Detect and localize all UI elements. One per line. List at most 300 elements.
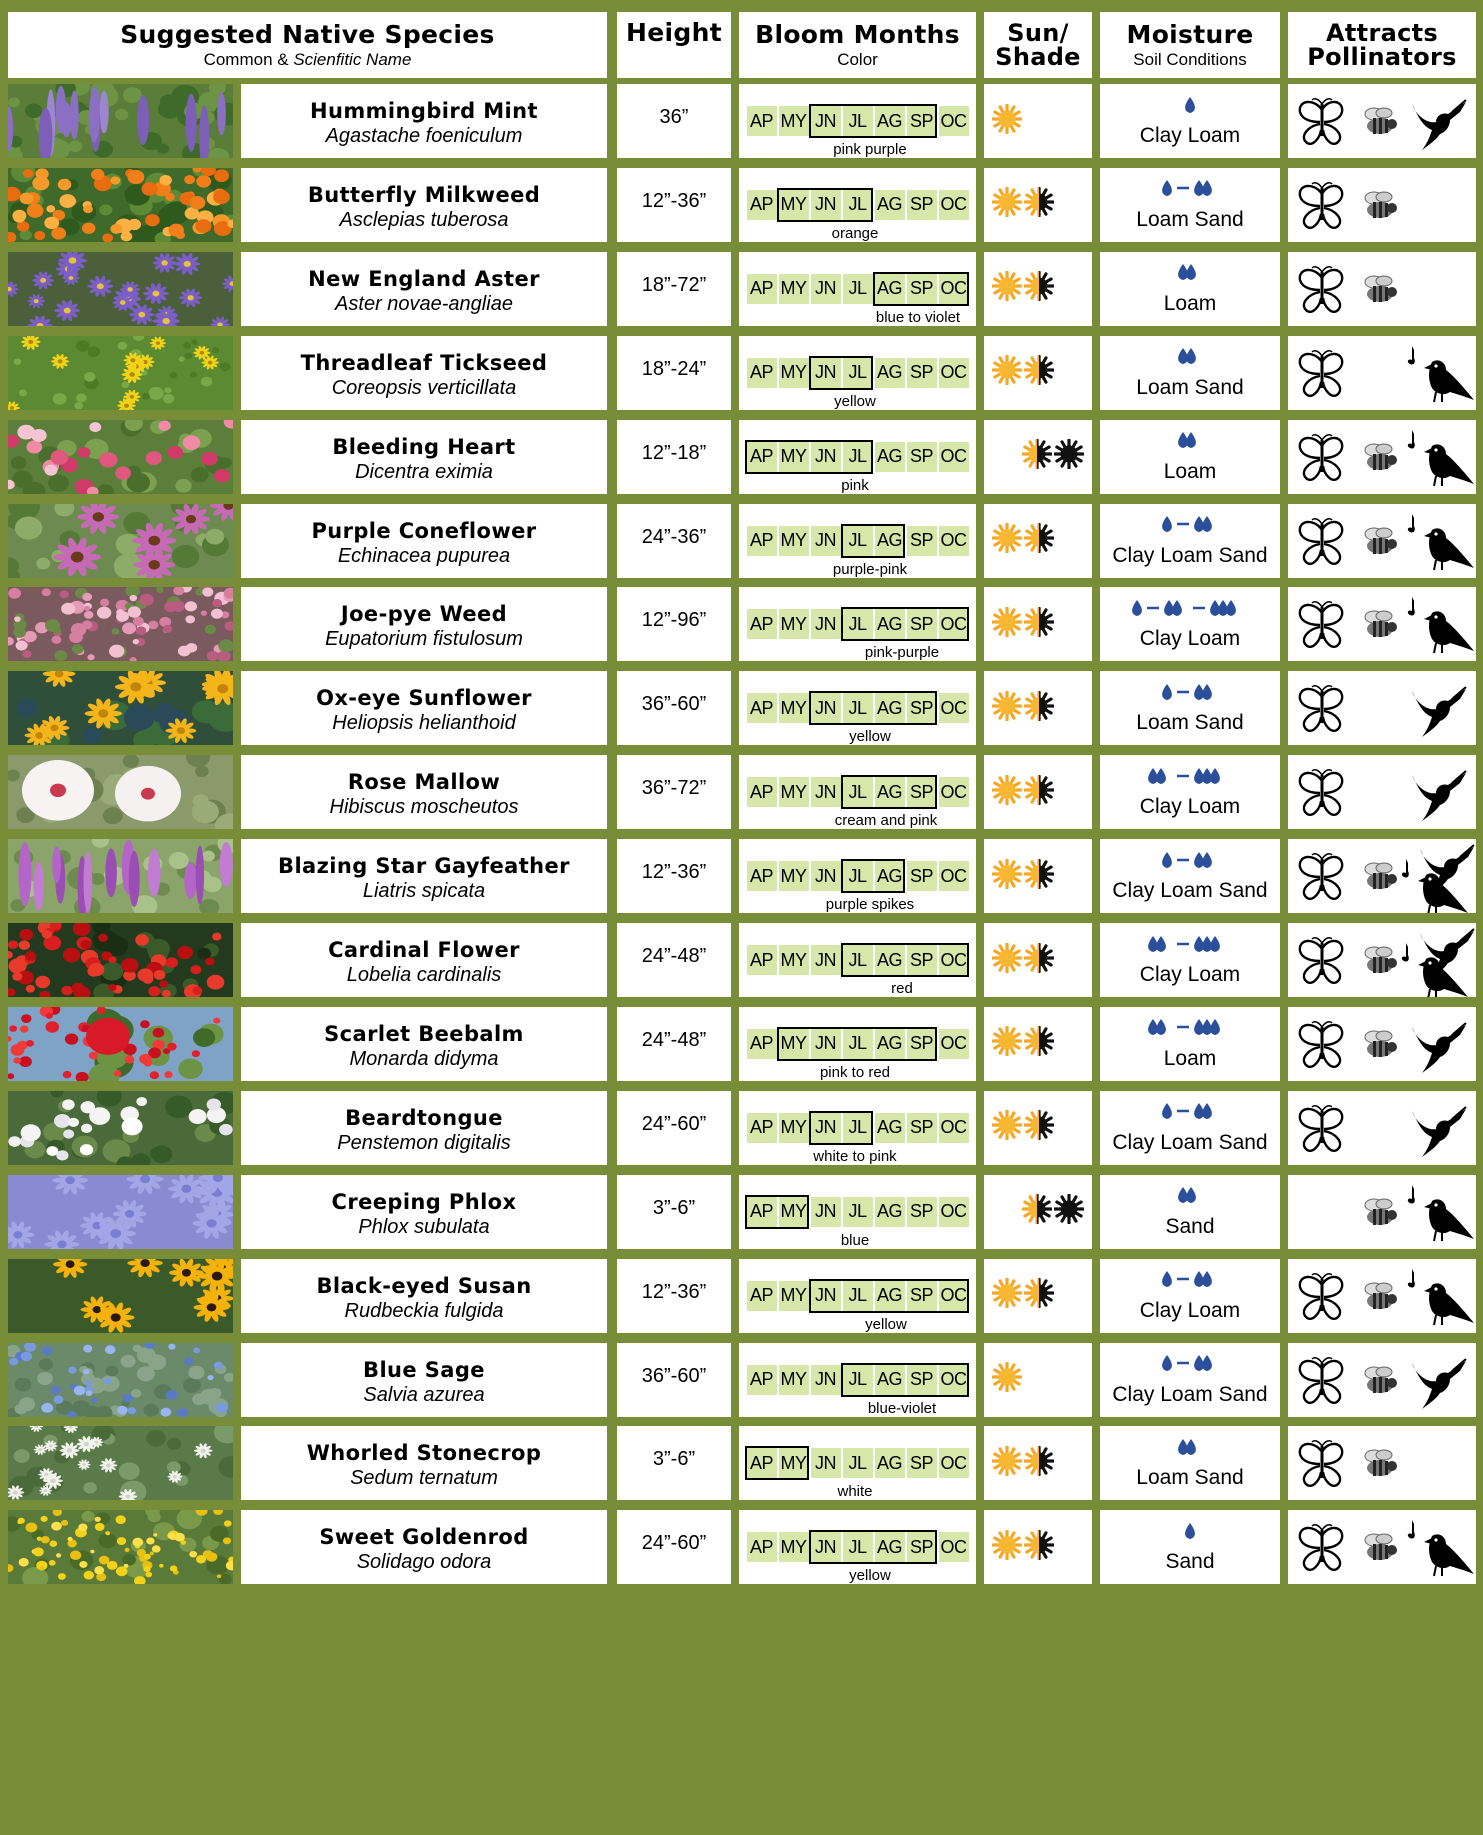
plant-height xyxy=(617,1175,731,1249)
moisture-soil xyxy=(1100,923,1280,997)
bloom-months xyxy=(739,1091,976,1165)
pollinators xyxy=(1288,252,1476,326)
plant-name-cell xyxy=(241,1510,607,1584)
month-jn: JN xyxy=(811,693,841,723)
water-drop-icon xyxy=(1159,1269,1221,1294)
month-oc: OC xyxy=(939,1448,969,1478)
month-strip xyxy=(747,1448,969,1478)
bloom-color: orange xyxy=(831,224,879,242)
month-jl: JL xyxy=(843,1197,873,1227)
butterfly-icon xyxy=(1294,599,1350,656)
butterfly-icon xyxy=(1294,683,1350,740)
month-oc: OC xyxy=(939,1532,969,1562)
sun-header xyxy=(984,12,1092,78)
bloom-color: red xyxy=(891,980,913,997)
bloom-months xyxy=(739,1007,976,1081)
bee-icon xyxy=(1360,104,1400,143)
plant-height xyxy=(617,168,731,242)
scientific-name: Phlox subulata xyxy=(358,1215,490,1238)
plant-photo-image xyxy=(8,420,233,494)
month-my: MY xyxy=(779,1448,809,1478)
hummingbird-icon xyxy=(1408,1101,1468,1164)
part-shade-icon xyxy=(1022,439,1052,474)
sun-shade xyxy=(984,168,1092,242)
month-jl: JL xyxy=(843,1448,873,1478)
month-ap: AP xyxy=(747,609,777,639)
pollinators xyxy=(1288,1343,1476,1417)
month-jl: JL xyxy=(843,1281,873,1311)
scientific-name: Liatris spicata xyxy=(362,880,486,903)
month-ap: AP xyxy=(747,1365,777,1395)
month-ag: AG xyxy=(875,1197,905,1227)
plant-photo xyxy=(8,252,233,326)
full-sun-icon xyxy=(992,775,1022,810)
butterfly-icon xyxy=(1294,264,1350,321)
bloom-months xyxy=(739,252,976,326)
soil-conditions: Clay Loam Sand xyxy=(1112,879,1268,903)
month-oc: OC xyxy=(939,526,969,556)
month-ag: AG xyxy=(875,274,905,304)
sun-shade xyxy=(984,839,1092,913)
month-sp: SP xyxy=(907,106,937,136)
month-ap: AP xyxy=(747,106,777,136)
month-ap: AP xyxy=(747,274,777,304)
bloom-months xyxy=(739,1175,976,1249)
month-oc: OC xyxy=(939,693,969,723)
common-name: Blue Sage xyxy=(363,1357,485,1382)
month-oc: OC xyxy=(939,274,969,304)
bloom-color: yellow xyxy=(849,728,891,746)
part-shade-icon xyxy=(1024,859,1054,894)
water-drop-icon xyxy=(1175,1437,1205,1462)
month-jl: JL xyxy=(843,777,873,807)
month-ap: AP xyxy=(747,442,777,472)
month-sp: SP xyxy=(907,1197,937,1227)
butterfly-icon xyxy=(1294,432,1350,489)
month-jl: JL xyxy=(843,442,873,472)
month-my: MY xyxy=(779,1029,809,1059)
water-drop-icon xyxy=(1159,514,1221,539)
sun-shade xyxy=(984,84,1092,158)
month-ag: AG xyxy=(875,609,905,639)
height-value: 36”-60” xyxy=(641,693,707,716)
hummingbird-icon xyxy=(1416,839,1476,902)
plant-height xyxy=(617,839,731,913)
pollinators xyxy=(1288,755,1476,829)
month-ag: AG xyxy=(875,106,905,136)
pollinators xyxy=(1288,504,1476,578)
plant-photo xyxy=(8,420,233,494)
month-my: MY xyxy=(779,861,809,891)
month-sp: SP xyxy=(907,1113,937,1143)
bee-icon xyxy=(1360,607,1400,646)
bloom-color: pink xyxy=(841,476,869,494)
scientific-name: Dicentra eximia xyxy=(355,460,493,483)
moisture-drops xyxy=(1145,933,1235,959)
height-value: 24”-36” xyxy=(641,525,707,548)
pollinators xyxy=(1288,1007,1476,1081)
month-sp: SP xyxy=(907,274,937,304)
bloom-months xyxy=(739,1426,976,1500)
plant-photo-image xyxy=(8,84,233,158)
sun-shade xyxy=(984,420,1092,494)
moisture-drops xyxy=(1175,430,1205,456)
scientific-name: Solidago odora xyxy=(356,1551,492,1574)
month-my: MY xyxy=(779,777,809,807)
plant-photo xyxy=(8,504,233,578)
scientific-name: Hibiscus moscheutos xyxy=(329,796,519,819)
plant-photo-image xyxy=(8,923,233,997)
bloom-color: white xyxy=(837,1483,873,1501)
bloom-color: white to pink xyxy=(813,1147,897,1165)
month-oc: OC xyxy=(939,1281,969,1311)
month-my: MY xyxy=(779,190,809,220)
plant-photo xyxy=(8,84,233,158)
plant-height xyxy=(617,1510,731,1584)
moisture-soil xyxy=(1100,587,1280,661)
bloom-header xyxy=(739,12,976,78)
part-shade-icon xyxy=(1024,1026,1054,1061)
part-shade-icon xyxy=(1024,523,1054,558)
month-my: MY xyxy=(779,358,809,388)
plant-photo xyxy=(8,1175,233,1249)
month-ag: AG xyxy=(875,777,905,807)
month-jl: JL xyxy=(843,1532,873,1562)
month-jl: JL xyxy=(843,1113,873,1143)
month-ag: AG xyxy=(875,1281,905,1311)
month-my: MY xyxy=(779,526,809,556)
songbird-icon xyxy=(1406,428,1476,494)
plant-height xyxy=(617,504,731,578)
bloom-color: pink-purple xyxy=(864,644,940,662)
height-value: 24”-48” xyxy=(641,1028,707,1051)
sun-shade xyxy=(984,923,1092,997)
moisture-drops xyxy=(1182,1520,1198,1546)
month-strip xyxy=(747,526,969,556)
month-jn: JN xyxy=(811,106,841,136)
soil-conditions: Loam Sand xyxy=(1136,375,1244,399)
scientific-name: Eupatorium fistulosum xyxy=(325,628,523,651)
songbird-icon xyxy=(1406,512,1476,578)
plant-name-cell xyxy=(241,336,607,410)
pollinators xyxy=(1288,168,1476,242)
height-value: 36” xyxy=(659,106,689,128)
month-my: MY xyxy=(779,1532,809,1562)
pollinators xyxy=(1288,336,1476,410)
moisture-soil xyxy=(1100,168,1280,242)
plant-photo xyxy=(8,1426,233,1500)
common-name: Ox-eye Sunflower xyxy=(316,686,532,711)
plant-photo xyxy=(8,1007,233,1081)
height-value: 24”-48” xyxy=(641,945,707,967)
month-sp: SP xyxy=(907,777,937,807)
month-my: MY xyxy=(779,274,809,304)
month-jn: JN xyxy=(811,1113,841,1143)
plant-photo xyxy=(8,1343,233,1417)
pollinators xyxy=(1288,1426,1476,1500)
common-name: Threadleaf Tickseed xyxy=(300,350,548,375)
sun-shade xyxy=(984,1007,1092,1081)
month-strip xyxy=(747,609,969,639)
water-drop-icon xyxy=(1145,934,1235,959)
sun-shade xyxy=(984,1343,1092,1417)
bloom-months xyxy=(739,839,976,913)
butterfly-icon xyxy=(1294,767,1350,824)
bee-icon xyxy=(1360,1027,1400,1066)
month-ap: AP xyxy=(747,693,777,723)
plant-name-cell xyxy=(241,1426,607,1500)
attracts-header-text: Attracts xyxy=(1326,19,1438,47)
month-my: MY xyxy=(779,442,809,472)
soil-conditions: Clay Loam Sand xyxy=(1112,1130,1268,1154)
month-my: MY xyxy=(779,1281,809,1311)
month-ap: AP xyxy=(747,1113,777,1143)
month-ap: AP xyxy=(747,1197,777,1227)
moisture-drops xyxy=(1175,1436,1205,1462)
month-oc: OC xyxy=(939,1029,969,1059)
bee-icon xyxy=(1360,1195,1400,1234)
month-ag: AG xyxy=(875,1029,905,1059)
water-drop-icon xyxy=(1159,682,1221,707)
sun-shade xyxy=(984,504,1092,578)
month-oc: OC xyxy=(939,190,969,220)
month-jn: JN xyxy=(811,1532,841,1562)
scientific-name: Rudbeckia fulgida xyxy=(344,1299,504,1322)
plant-photo xyxy=(8,1259,233,1333)
plant-photo xyxy=(8,336,233,410)
part-shade-icon xyxy=(1024,355,1054,390)
plant-photo xyxy=(8,839,233,913)
month-ag: AG xyxy=(875,945,905,975)
hummingbird-icon xyxy=(1408,94,1468,157)
butterfly-icon xyxy=(1294,1438,1350,1495)
full-sun-icon xyxy=(992,1278,1022,1313)
month-ap: AP xyxy=(747,1281,777,1311)
month-ag: AG xyxy=(875,190,905,220)
common-name: Bleeding Heart xyxy=(332,434,516,459)
month-strip xyxy=(747,1113,969,1143)
part-shade-icon xyxy=(1024,1110,1054,1145)
scientific-name: Sedum ternatum xyxy=(350,1467,498,1490)
soil-conditions: Loam Sand xyxy=(1136,207,1244,231)
month-jl: JL xyxy=(843,1029,873,1059)
bee-icon xyxy=(1360,943,1400,982)
sun-shade xyxy=(984,755,1092,829)
plant-height xyxy=(617,755,731,829)
month-sp: SP xyxy=(907,1532,937,1562)
soil-conditions: Loam xyxy=(1163,291,1217,315)
butterfly-icon xyxy=(1294,1103,1350,1160)
plant-photo-image xyxy=(8,252,233,326)
part-shade-icon xyxy=(1024,271,1054,306)
month-oc: OC xyxy=(939,1113,969,1143)
songbird-icon xyxy=(1406,1267,1476,1333)
pollinators xyxy=(1288,587,1476,661)
full-sun-icon xyxy=(992,1446,1022,1481)
month-jl: JL xyxy=(843,1365,873,1395)
bloom-months xyxy=(739,420,976,494)
month-jn: JN xyxy=(811,190,841,220)
month-sp: SP xyxy=(907,190,937,220)
butterfly-icon xyxy=(1294,180,1350,237)
bee-icon xyxy=(1360,188,1400,227)
month-jn: JN xyxy=(811,1365,841,1395)
bloom-color: blue-violet xyxy=(867,1399,937,1417)
height-value: 18”-72” xyxy=(641,273,707,296)
pollinators xyxy=(1288,839,1476,913)
butterfly-icon xyxy=(1294,1355,1350,1412)
month-jl: JL xyxy=(843,861,873,891)
month-my: MY xyxy=(779,945,809,975)
common-name: New England Aster xyxy=(308,266,540,291)
full-sun-icon xyxy=(992,1110,1022,1145)
hummingbird-icon xyxy=(1408,681,1468,744)
bloom-color: cream and pink xyxy=(834,812,938,830)
month-ag: AG xyxy=(875,358,905,388)
water-drop-icon xyxy=(1159,1101,1221,1126)
month-ap: AP xyxy=(747,526,777,556)
water-drop-icon xyxy=(1182,95,1198,120)
plant-name-cell xyxy=(241,587,607,661)
soil-conditions: Clay Loam xyxy=(1139,795,1241,819)
month-strip xyxy=(747,1029,969,1059)
water-drop-icon xyxy=(1159,850,1221,875)
month-jl: JL xyxy=(843,106,873,136)
moisture-soil xyxy=(1100,671,1280,745)
month-strip xyxy=(747,274,969,304)
species-subheader-italic: Scienfitic Name xyxy=(293,49,412,69)
moisture-soil xyxy=(1100,1343,1280,1417)
hummingbird-icon xyxy=(1416,923,1476,986)
bloom-color: blue xyxy=(840,1231,870,1249)
plant-photo-image xyxy=(8,1426,233,1500)
soil-conditions: Loam xyxy=(1163,459,1217,483)
butterfly-icon xyxy=(1294,96,1350,153)
month-strip xyxy=(747,861,969,891)
sun-shade xyxy=(984,671,1092,745)
height-value: 3”-6” xyxy=(652,1196,696,1219)
height-header-text: Height xyxy=(626,18,722,47)
moisture-drops xyxy=(1159,849,1221,875)
plant-photo-image xyxy=(8,1343,233,1417)
moisture-soil xyxy=(1100,1510,1280,1584)
sun-header-text: Shade xyxy=(995,43,1081,71)
month-oc: OC xyxy=(939,861,969,891)
part-shade-icon xyxy=(1024,1530,1054,1565)
water-drop-icon xyxy=(1175,262,1205,287)
attracts-header xyxy=(1288,12,1476,78)
scientific-name: Monarda didyma xyxy=(349,1047,499,1070)
month-strip xyxy=(747,1281,969,1311)
moisture-soil xyxy=(1100,1007,1280,1081)
moisture-soil xyxy=(1100,1091,1280,1165)
common-name: Scarlet Beebalm xyxy=(324,1021,524,1046)
part-shade-icon xyxy=(1024,187,1054,222)
soil-conditions: Loam Sand xyxy=(1136,711,1244,735)
plant-name-cell xyxy=(241,420,607,494)
bloom-months xyxy=(739,671,976,745)
water-drop-icon xyxy=(1159,1353,1221,1378)
common-name: Purple Coneflower xyxy=(311,518,537,543)
month-oc: OC xyxy=(939,1365,969,1395)
plant-height xyxy=(617,671,731,745)
month-ap: AP xyxy=(747,861,777,891)
full-sun-icon xyxy=(992,859,1022,894)
butterfly-icon xyxy=(1294,1271,1350,1328)
butterfly-icon xyxy=(1294,1522,1350,1579)
bloom-months xyxy=(739,336,976,410)
plant-photo-image xyxy=(8,504,233,578)
pollinators xyxy=(1288,84,1476,158)
water-drop-icon xyxy=(1145,1017,1235,1042)
moisture-header xyxy=(1100,12,1280,78)
bee-icon xyxy=(1360,859,1400,898)
month-jn: JN xyxy=(811,861,841,891)
scientific-name: Asclepias tuberosa xyxy=(339,208,509,231)
height-header xyxy=(617,12,731,78)
bloom-color: yellow xyxy=(849,1567,891,1585)
plant-photo-image xyxy=(8,1510,233,1584)
common-name: Blazing Star Gayfeather xyxy=(278,854,570,879)
scientific-name: Echinacea pupurea xyxy=(337,544,511,567)
plant-height xyxy=(617,587,731,661)
butterfly-icon xyxy=(1294,348,1350,405)
bloom-months xyxy=(739,1259,976,1333)
soil-conditions: Clay Loam xyxy=(1139,1298,1241,1322)
plant-height xyxy=(617,252,731,326)
common-name: Cardinal Flower xyxy=(328,938,520,962)
bloom-color: purple-pink xyxy=(832,560,908,578)
full-sun-icon xyxy=(992,187,1022,222)
species-subheader xyxy=(204,50,412,69)
month-jl: JL xyxy=(843,190,873,220)
soil-conditions: Loam xyxy=(1163,1046,1217,1070)
scientific-name: Lobelia cardinalis xyxy=(346,964,502,986)
plant-photo-image xyxy=(8,755,233,829)
month-jl: JL xyxy=(843,358,873,388)
part-shade-icon xyxy=(1024,943,1054,978)
plant-name-cell xyxy=(241,1091,607,1165)
month-strip xyxy=(747,106,969,136)
plant-name-cell xyxy=(241,84,607,158)
month-sp: SP xyxy=(907,945,937,975)
moisture-drops xyxy=(1159,1101,1221,1127)
plant-photo-image xyxy=(8,1259,233,1333)
month-ag: AG xyxy=(875,442,905,472)
bee-icon xyxy=(1360,1530,1400,1569)
part-shade-icon xyxy=(1024,607,1054,642)
month-strip xyxy=(747,1532,969,1562)
month-my: MY xyxy=(779,609,809,639)
butterfly-icon xyxy=(1294,1019,1350,1076)
plant-photo-image xyxy=(8,168,233,242)
pollinators xyxy=(1288,923,1476,997)
pollinators xyxy=(1288,671,1476,745)
scientific-name: Salvia azurea xyxy=(363,1383,485,1406)
songbird-icon xyxy=(1406,1183,1476,1249)
part-shade-icon xyxy=(1024,691,1054,726)
full-sun-icon xyxy=(992,271,1022,306)
month-ag: AG xyxy=(875,861,905,891)
full-sun-icon xyxy=(992,1530,1022,1565)
moisture-drops xyxy=(1159,1353,1221,1379)
month-strip xyxy=(747,358,969,388)
hummingbird-icon xyxy=(1408,1017,1468,1080)
month-ap: AP xyxy=(747,1532,777,1562)
month-jl: JL xyxy=(843,693,873,723)
moisture-soil xyxy=(1100,839,1280,913)
bloom-color: pink purple xyxy=(833,141,907,158)
